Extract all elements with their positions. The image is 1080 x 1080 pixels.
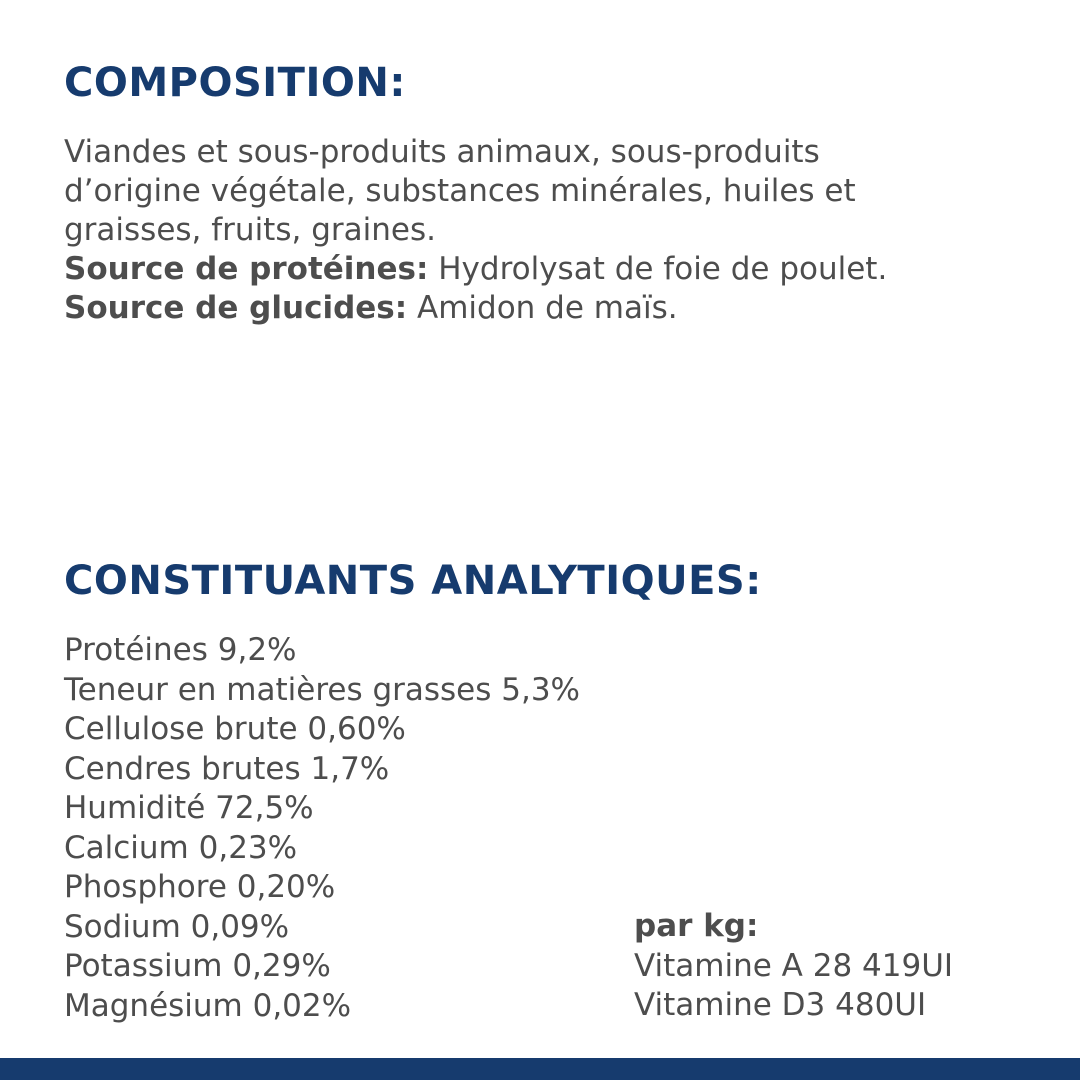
composition-heading: COMPOSITION: xyxy=(64,60,406,106)
constituent-item: Potassium 0,29% xyxy=(64,948,331,984)
composition-text xyxy=(64,133,1034,328)
composition-line: d’origine végétale, substances minérales, huiles et xyxy=(64,173,856,209)
constituent-item: Calcium 0,23% xyxy=(64,829,298,866)
carb-source-line xyxy=(64,289,1034,328)
per-kg-block xyxy=(634,907,953,1026)
analytical-constituents-heading: CONSTITUANTS ANALYTIQUES: xyxy=(64,558,762,604)
vitamin-item: Vitamine D3 480UI xyxy=(634,987,927,1023)
protein-source-value: Hydrolysat de foie de poulet. xyxy=(428,251,888,287)
composition-line: graisses, fruits, graines. xyxy=(64,212,436,248)
carb-source-value: Amidon de maïs. xyxy=(407,290,678,326)
constituent-item: Protéines 9,2% xyxy=(64,632,297,668)
constituent-item: Teneur en matières grasses 5,3% xyxy=(64,671,581,708)
composition-line: Viandes et sous-produits animaux, sous-produits xyxy=(64,134,820,170)
footer-bar xyxy=(0,1058,1080,1080)
protein-source-label: Source de protéines: xyxy=(64,251,429,287)
constituent-item: Cendres brutes 1,7% xyxy=(64,750,390,787)
constituent-item: Humidité 72,5% xyxy=(64,790,314,826)
protein-source-line xyxy=(64,250,1034,289)
per-kg-label: par kg: xyxy=(634,908,759,944)
constituent-item: Cellulose brute 0,60% xyxy=(64,711,406,747)
constituent-item: Sodium 0,09% xyxy=(64,908,290,945)
carb-source-label: Source de glucides: xyxy=(64,290,408,326)
constituent-item: Phosphore 0,20% xyxy=(64,869,336,905)
constituent-item: Magnésium 0,02% xyxy=(64,987,352,1024)
vitamin-item: Vitamine A 28 419UI xyxy=(634,947,954,984)
analytical-constituents-list xyxy=(64,631,580,1026)
